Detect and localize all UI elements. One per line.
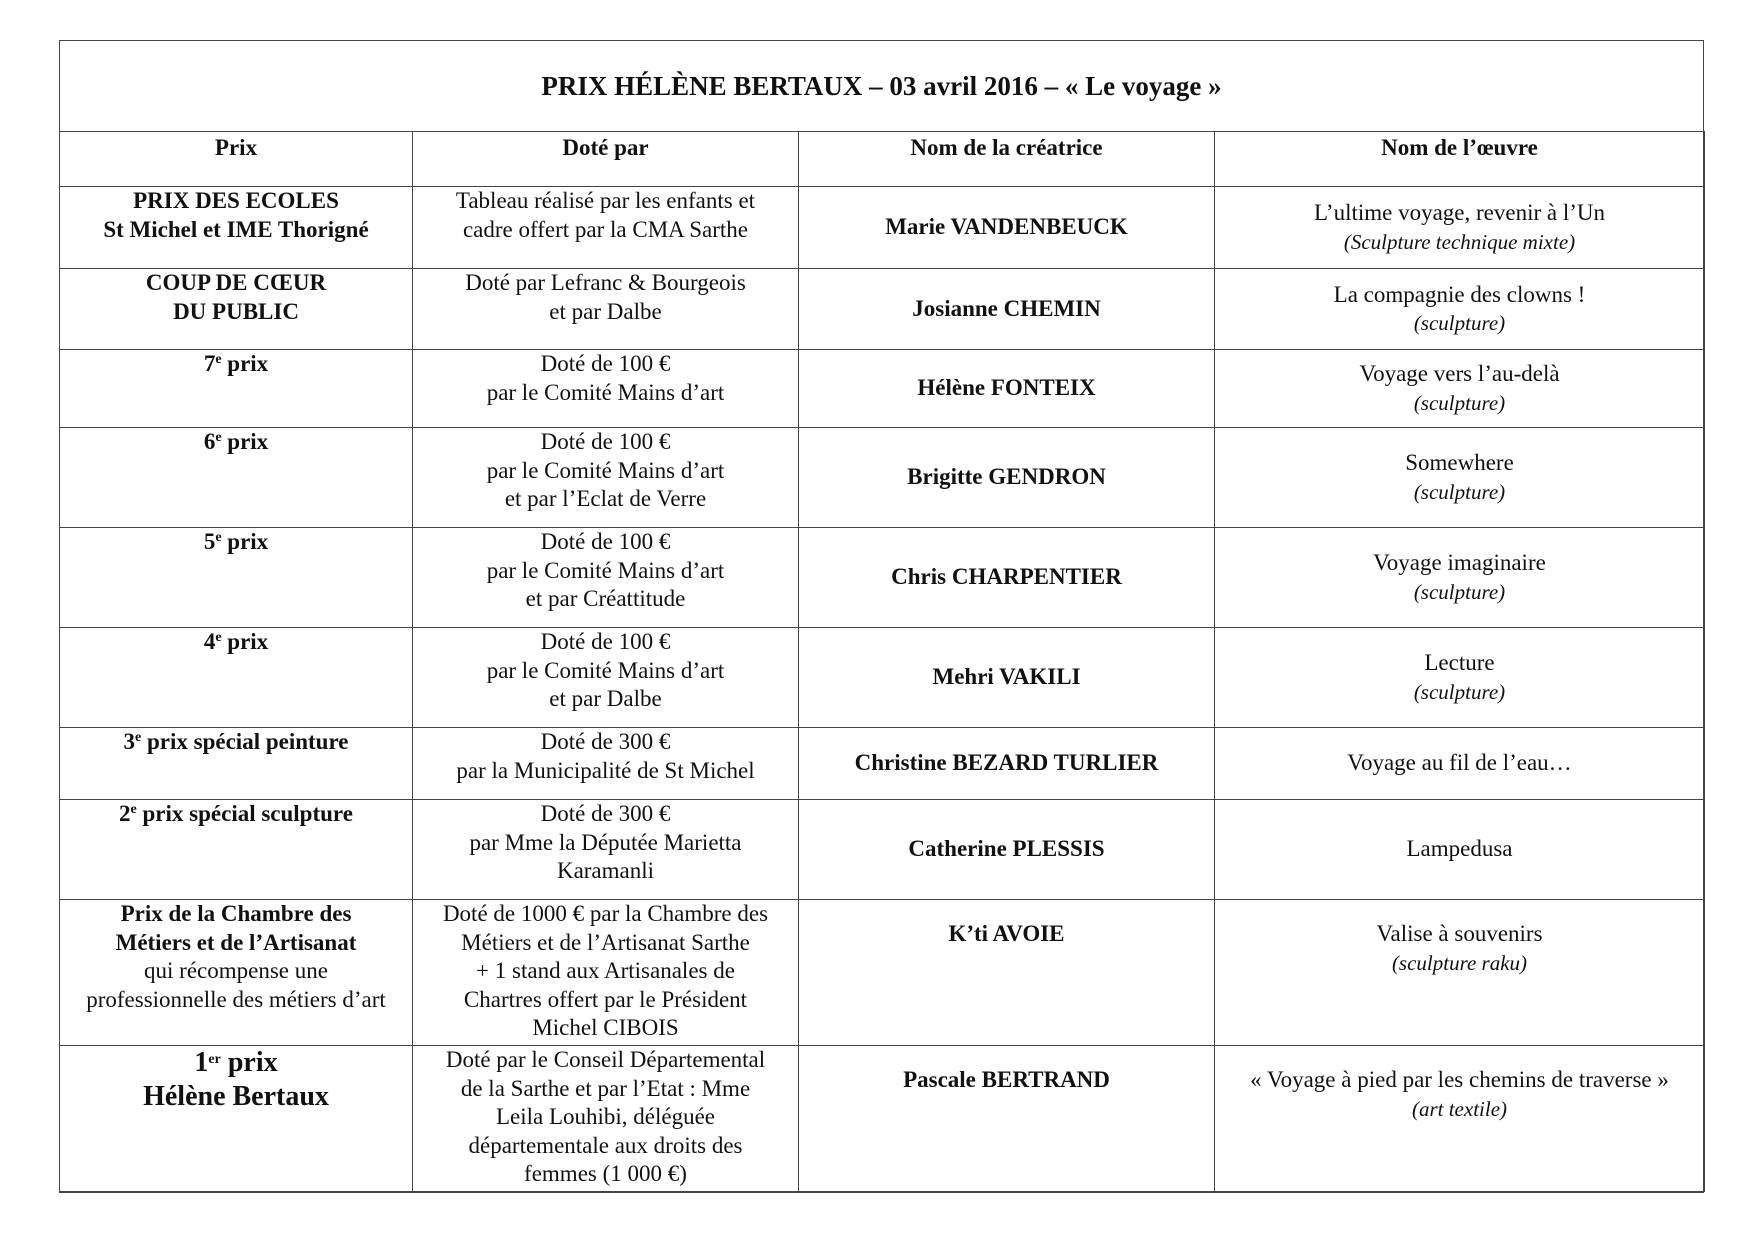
sponsor-line: par le Comité Mains d’art xyxy=(486,379,725,405)
work-cell xyxy=(1215,900,1705,1046)
prize-name: prix xyxy=(221,529,269,554)
prize-cell xyxy=(60,269,413,350)
header-sponsor: Doté par xyxy=(413,132,799,187)
prize-name: prix xyxy=(221,429,269,454)
prize-cell xyxy=(60,187,413,269)
prize-cell xyxy=(60,800,413,900)
prize-rank: 4 xyxy=(203,629,216,654)
work-title: Lampedusa xyxy=(1215,800,1705,900)
creator-name: Pascale BERTRAND xyxy=(799,1046,1215,1192)
work-medium: (Sculpture technique mixte) xyxy=(1343,229,1576,254)
work-medium: (art textile) xyxy=(1411,1096,1508,1121)
sponsor-line: cadre offert par la CMA Sarthe xyxy=(462,216,749,242)
work-title: Valise à souvenirs xyxy=(1376,921,1543,946)
work-medium: (sculpture) xyxy=(1413,390,1506,415)
sponsor-line: par la Municipalité de St Michel xyxy=(456,757,755,783)
sponsor-line: de la Sarthe et par l’Etat : Mme xyxy=(460,1075,751,1101)
creator-name: Christine BEZARD TURLIER xyxy=(799,728,1215,800)
creator-name: Josianne CHEMIN xyxy=(799,269,1215,350)
sponsor-line: Doté de 300 € xyxy=(540,729,671,754)
sponsor-cell xyxy=(413,428,799,528)
work-cell xyxy=(1215,628,1705,728)
sponsor-cell xyxy=(413,900,799,1046)
sponsor-line: + 1 stand aux Artisanales de xyxy=(476,958,735,983)
prize-cell xyxy=(60,528,413,628)
prize-name: COUP DE CŒUR xyxy=(145,270,327,295)
work-title: Voyage vers l’au-delà xyxy=(1359,361,1560,386)
sponsor-line: par le Comité Mains d’art xyxy=(486,657,725,683)
table-row xyxy=(60,187,1705,269)
prize-rank-suffix: e xyxy=(135,730,142,745)
sponsor-line: Doté par le Conseil Départemental xyxy=(445,1047,766,1072)
work-title: Voyage au fil de l’eau… xyxy=(1215,728,1705,800)
work-title: Somewhere xyxy=(1405,450,1514,475)
table-row xyxy=(60,900,1705,1046)
work-title: « Voyage à pied par les chemins de traverse » xyxy=(1250,1067,1669,1092)
sponsor-line: Doté de 100 € xyxy=(540,351,671,376)
prize-name: DU PUBLIC xyxy=(173,298,299,324)
work-cell xyxy=(1215,528,1705,628)
sponsor-line: Doté de 100 € xyxy=(540,429,671,454)
prize-rank-suffix: er xyxy=(208,1052,221,1067)
prize-cell xyxy=(60,900,413,1046)
prize-rank: 5 xyxy=(203,529,216,554)
prize-name: prix xyxy=(221,629,269,654)
prize-name: PRIX DES ECOLES xyxy=(133,188,339,213)
work-title: La compagnie des clowns ! xyxy=(1333,281,1586,307)
table-row xyxy=(60,269,1705,350)
prize-rank: 7 xyxy=(203,351,216,376)
prizes-table xyxy=(59,131,1705,1192)
work-cell xyxy=(1215,1046,1705,1192)
creator-name: Mehri VAKILI xyxy=(799,628,1215,728)
table-row xyxy=(60,800,1705,900)
work-title: L’ultime voyage, revenir à l’Un xyxy=(1313,200,1606,225)
prize-rank: 3 xyxy=(123,729,136,754)
work-medium: (sculpture) xyxy=(1413,679,1506,704)
work-cell xyxy=(1215,187,1705,269)
creator-name: Brigitte GENDRON xyxy=(799,428,1215,528)
prize-cell xyxy=(60,350,413,428)
work-title: Voyage imaginaire xyxy=(1373,550,1546,575)
work-cell xyxy=(1215,350,1705,428)
creator-name: Marie VANDENBEUCK xyxy=(799,187,1215,269)
creator-name: Hélène FONTEIX xyxy=(799,350,1215,428)
prize-rank: 6 xyxy=(203,429,216,454)
prize-name: prix xyxy=(221,351,269,376)
creator-name: Chris CHARPENTIER xyxy=(799,528,1215,628)
sponsor-cell xyxy=(413,528,799,628)
sponsor-cell xyxy=(413,628,799,728)
work-cell xyxy=(1215,428,1705,528)
sponsor-line: Michel CIBOIS xyxy=(532,1015,679,1040)
sponsor-cell xyxy=(413,187,799,269)
work-medium: (sculpture) xyxy=(1413,579,1506,604)
sponsor-cell xyxy=(413,728,799,800)
prize-cell xyxy=(60,628,413,728)
sponsor-cell xyxy=(413,269,799,350)
sponsor-line: par le Comité Mains d’art xyxy=(486,557,725,583)
header-work: Nom de l’œuvre xyxy=(1215,132,1705,187)
sponsor-line: Doté de 300 € xyxy=(540,801,671,826)
sponsor-cell xyxy=(413,800,799,900)
header-prize: Prix xyxy=(60,132,413,187)
sponsor-line: et par Dalbe xyxy=(549,298,662,324)
page-title: PRIX HÉLÈNE BERTAUX – 03 avril 2016 – « Le voyage » xyxy=(541,71,1222,101)
sponsor-line: Doté de 100 € xyxy=(540,529,671,554)
prize-rank-suffix: e xyxy=(215,630,222,645)
sponsor-line: Karamanli xyxy=(556,858,655,883)
sponsor-line: et par Dalbe xyxy=(549,686,662,711)
sponsor-line: départementale aux droits des xyxy=(468,1132,743,1158)
prize-cell xyxy=(60,428,413,528)
table-row xyxy=(60,350,1705,428)
creator-name: Catherine PLESSIS xyxy=(799,800,1215,900)
sponsor-line: et par l’Eclat de Verre xyxy=(504,486,707,511)
table-row xyxy=(60,528,1705,628)
sponsor-line: femmes (1 000 €) xyxy=(524,1161,687,1186)
sponsor-cell xyxy=(413,1046,799,1192)
header-creator: Nom de la créatrice xyxy=(799,132,1215,187)
header-row xyxy=(60,132,1705,187)
prize-name: Hélène Bertaux xyxy=(143,1081,329,1112)
prize-rank-line xyxy=(66,1046,406,1080)
prize-cell xyxy=(60,728,413,800)
prize-rank-suffix: e xyxy=(215,530,222,545)
sponsor-line: par le Comité Mains d’art xyxy=(486,457,725,483)
prize-name: prix spécial sculpture xyxy=(136,801,353,826)
sponsor-line: par Mme la Députée Marietta xyxy=(469,829,742,855)
prize-name: prix xyxy=(220,1047,278,1078)
work-title: Lecture xyxy=(1424,650,1495,675)
prize-rank: 2 xyxy=(119,801,131,826)
sponsor-line: Chartres offert par le Président xyxy=(463,986,748,1012)
work-cell xyxy=(1215,269,1705,350)
prize-rank: 1 xyxy=(194,1047,209,1078)
table-row xyxy=(60,428,1705,528)
prize-description: qui récompense une xyxy=(144,958,328,983)
sponsor-line: Tableau réalisé par les enfants et xyxy=(455,188,756,213)
sponsor-line: Doté par Lefranc & Bourgeois xyxy=(465,270,746,295)
prize-rank-suffix: e xyxy=(130,802,137,817)
sponsor-line: et par Créattitude xyxy=(525,586,686,611)
document-frame xyxy=(59,40,1704,1193)
table-row xyxy=(60,728,1705,800)
work-medium: (sculpture raku) xyxy=(1391,950,1528,975)
prize-rank-suffix: e xyxy=(215,430,222,445)
sponsor-line: Métiers et de l’Artisanat Sarthe xyxy=(461,929,750,955)
table-row xyxy=(60,1046,1705,1192)
creator-name: K’ti AVOIE xyxy=(799,900,1215,1046)
sponsor-line: Leila Louhibi, déléguée xyxy=(495,1104,716,1129)
work-medium: (sculpture) xyxy=(1413,311,1506,335)
table-row xyxy=(60,628,1705,728)
prize-cell xyxy=(60,1046,413,1192)
prize-name: Métiers et de l’Artisanat xyxy=(115,929,357,955)
sponsor-line: Doté de 1000 € par la Chambre des xyxy=(442,901,769,926)
sponsor-cell xyxy=(413,350,799,428)
prize-name: Prix de la Chambre des xyxy=(120,901,352,926)
prize-name: prix spécial peinture xyxy=(141,729,349,754)
prize-description: professionnelle des métiers d’art xyxy=(86,986,386,1012)
prize-rank-suffix: e xyxy=(215,352,222,367)
work-medium: (sculpture) xyxy=(1413,479,1506,504)
sponsor-line: Doté de 100 € xyxy=(540,629,671,654)
prize-name: St Michel et IME Thorigné xyxy=(103,216,369,242)
